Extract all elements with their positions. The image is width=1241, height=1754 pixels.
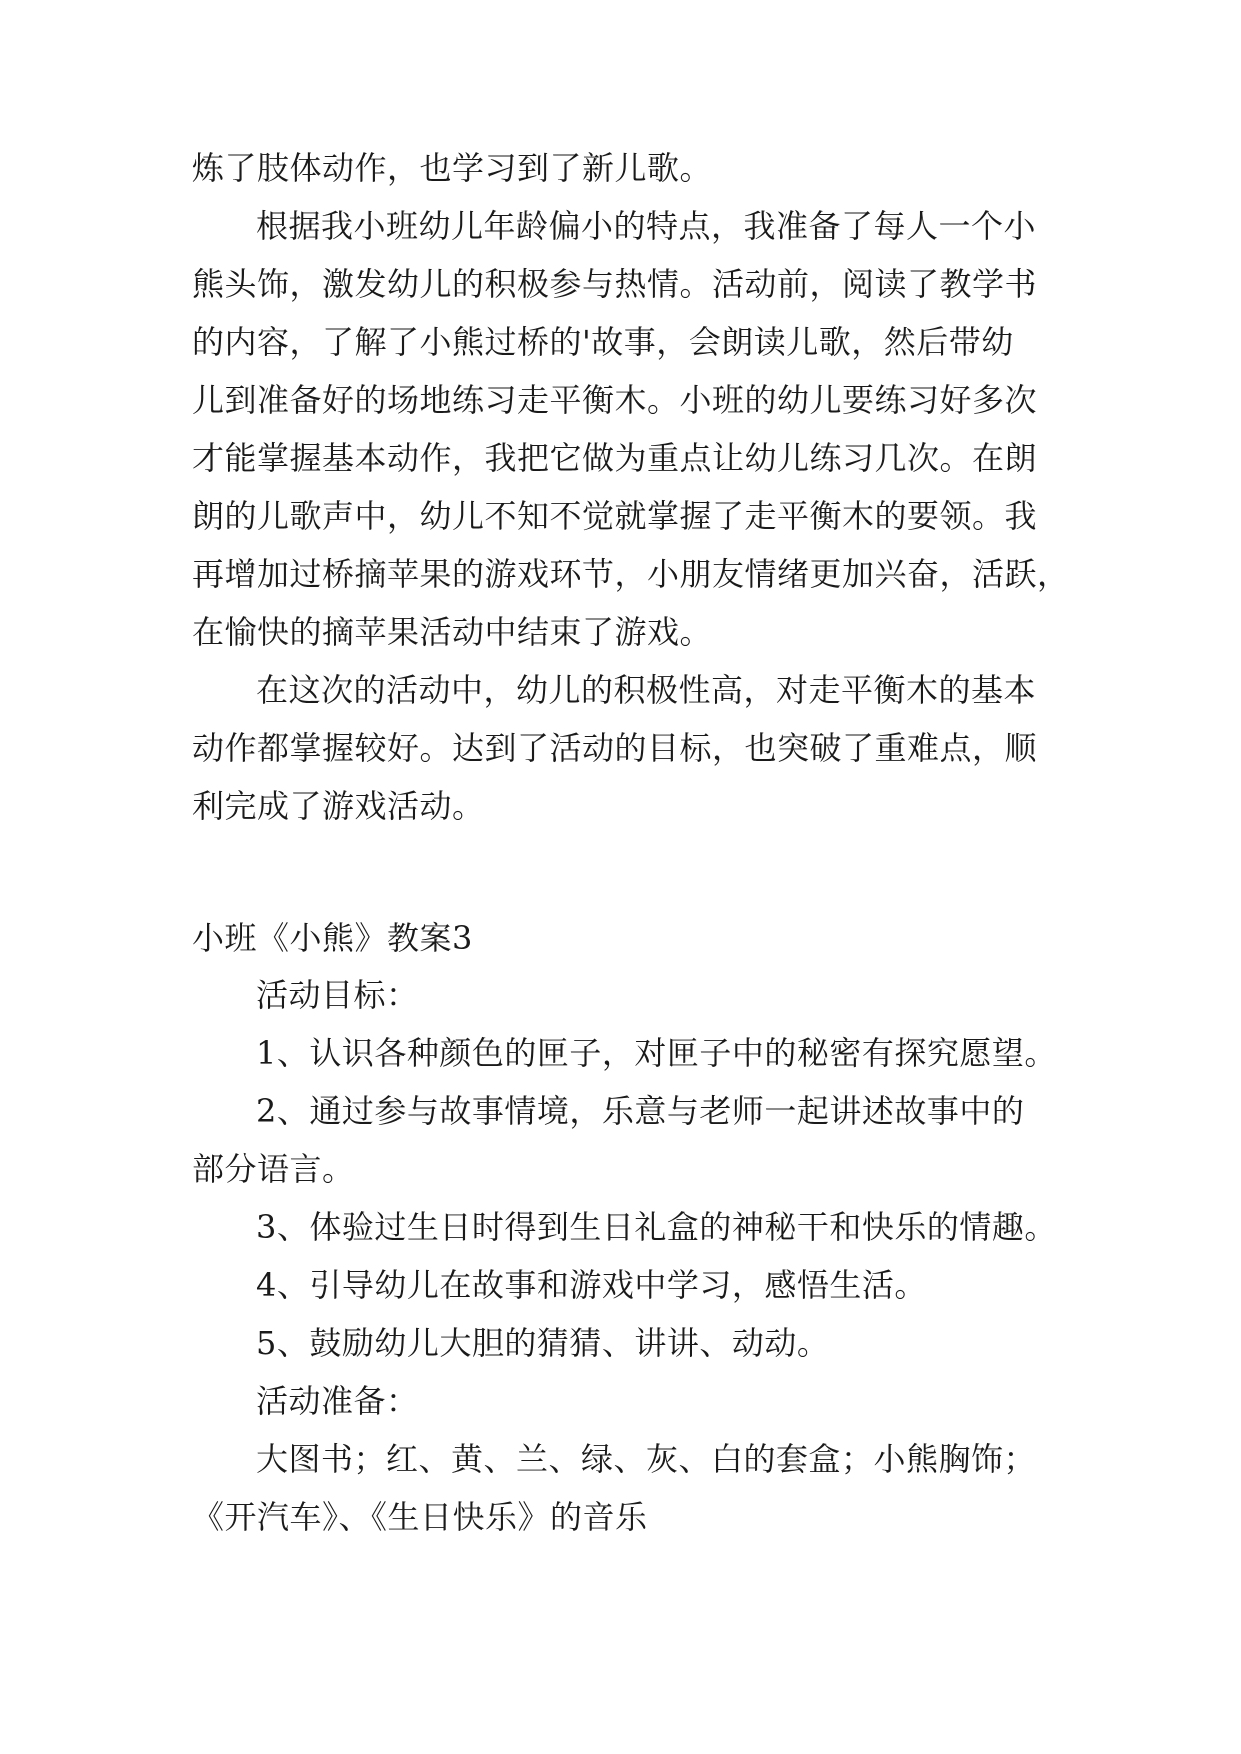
goals-heading: 活动目标： xyxy=(256,976,419,1014)
goal-item: 1、认识各种颜色的匣子，对匣子中的秘密有探究愿望。 xyxy=(256,1034,1057,1072)
paragraph-line: 熊头饰，激发幼儿的积极参与热情。活动前，阅读了教学书 xyxy=(192,265,1038,303)
section-title: 小班《小熊》教案3 xyxy=(192,919,473,957)
paragraph-line: 才能掌握基本动作，我把它做为重点让幼儿练习几次。在朗 xyxy=(192,439,1038,477)
paragraph-line: 的内容，了解了小熊过桥的'故事，会朗读儿歌，然后带幼 xyxy=(192,323,1014,361)
paragraph-line: 利完成了游戏活动。 xyxy=(192,787,485,825)
paragraph-line: 在这次的活动中，幼儿的积极性高，对走平衡木的基本 xyxy=(256,671,1037,709)
goal-item: 2、通过参与故事情境，乐意与老师一起讲述故事中的 xyxy=(256,1092,1025,1130)
prep-line: 《开汽车》、《生日快乐》的音乐 xyxy=(192,1498,648,1536)
paragraph-line: 儿到准备好的场地练习走平衡木。小班的幼儿要练习好多次 xyxy=(192,381,1038,419)
paragraph-line: 根据我小班幼儿年龄偏小的特点，我准备了每人一个小 xyxy=(256,207,1037,245)
prep-line: 大图书；红、黄、兰、绿、灰、白的套盒；小熊胸饰； xyxy=(256,1440,1037,1478)
paragraph-line: 在愉快的摘苹果活动中结束了游戏。 xyxy=(192,613,713,651)
paragraph-line: 再增加过桥摘苹果的游戏环节，小朋友情绪更加兴奋，活跃， xyxy=(192,555,1070,593)
goal-item: 4、引导幼儿在故事和游戏中学习，感悟生活。 xyxy=(256,1266,927,1304)
goal-item: 3、体验过生日时得到生日礼盒的神秘干和快乐的情趣。 xyxy=(256,1208,1057,1246)
goal-item-continuation: 部分语言。 xyxy=(192,1150,355,1188)
paragraph-line: 朗的儿歌声中，幼儿不知不觉就掌握了走平衡木的要领。我 xyxy=(192,497,1038,535)
paragraph-line: 动作都掌握较好。达到了活动的目标，也突破了重难点，顺 xyxy=(192,729,1038,767)
paragraph-line: 炼了肢体动作，也学习到了新儿歌。 xyxy=(192,149,713,187)
goal-item: 5、鼓励幼儿大胆的猜猜、讲讲、动动。 xyxy=(256,1324,830,1362)
prep-heading: 活动准备： xyxy=(256,1382,419,1420)
